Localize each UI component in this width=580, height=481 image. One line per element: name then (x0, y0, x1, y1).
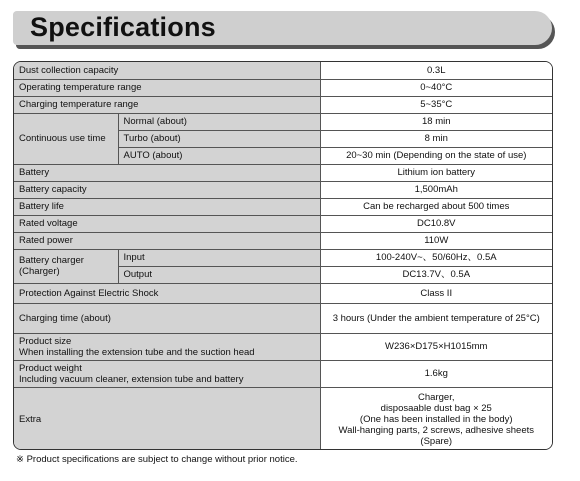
table-row (14, 62, 552, 79)
table-row (14, 303, 552, 333)
row-value (320, 387, 552, 450)
row-label: Battery (14, 164, 320, 181)
specifications-table (13, 61, 553, 450)
row-label: Battery capacity (14, 181, 320, 198)
extra-line: disposaable dust bag × 25 (380, 402, 492, 414)
row-sublabel: Normal (about) (118, 113, 320, 130)
row-value: 110W (320, 232, 552, 249)
extra-line: Wall-hanging parts, 2 screws, adhesive sheets (338, 424, 535, 436)
row-label-main: Product weight (19, 362, 82, 374)
table-row (14, 360, 552, 387)
row-label: Battery life (14, 198, 320, 215)
table-row (14, 283, 552, 303)
row-value: Can be recharged about 500 times (320, 198, 552, 215)
table-row (14, 215, 552, 232)
extra-line: (One has been installed in the body) (359, 413, 513, 425)
section-header (13, 11, 552, 45)
row-value: 1.6kg (320, 360, 552, 387)
table-row (14, 249, 552, 266)
row-group-label: Battery charger (Charger) (14, 249, 118, 283)
row-label (14, 360, 320, 387)
row-group-label: Continuous use time (14, 113, 118, 164)
row-sublabel: Input (118, 249, 320, 266)
table-row (14, 79, 552, 96)
row-value: 18 min (320, 113, 552, 130)
row-label: Charging temperature range (14, 96, 320, 113)
row-value: 1,500mAh (320, 181, 552, 198)
row-value: 3 hours (Under the ambient temperature of 25°C) (320, 303, 552, 333)
row-value: Lithium ion battery (320, 164, 552, 181)
row-sublabel: Turbo (about) (118, 130, 320, 147)
row-value: 8 min (320, 130, 552, 147)
row-label: Operating temperature range (14, 79, 320, 96)
row-value: 0~40°C (320, 79, 552, 96)
table-row (14, 96, 552, 113)
table-row (14, 113, 552, 130)
row-label: Dust collection capacity (14, 62, 320, 79)
row-value: 100-240V~、50/60Hz、0.5A (320, 249, 552, 266)
row-value: 20~30 min (Depending on the state of use) (320, 147, 552, 164)
table-row (14, 181, 552, 198)
row-value: 5~35°C (320, 96, 552, 113)
row-value: W236×D175×H1015mm (320, 333, 552, 360)
table-row (14, 387, 552, 450)
row-value: Class II (320, 283, 552, 303)
extra-line: Charger, (418, 391, 455, 403)
table-row (14, 164, 552, 181)
extra-line: (Spare) (420, 435, 453, 447)
row-label: Rated power (14, 232, 320, 249)
row-label-detail: When installing the extension tube and the suction head (19, 346, 255, 358)
row-label: Rated voltage (14, 215, 320, 232)
row-label (14, 333, 320, 360)
row-label: Extra (14, 387, 320, 450)
row-value: 0.3L (320, 62, 552, 79)
row-value: DC10.8V (320, 215, 552, 232)
row-sublabel: Output (118, 266, 320, 283)
table-row (14, 232, 552, 249)
row-label: Protection Against Electric Shock (14, 283, 320, 303)
table-row (14, 198, 552, 215)
footnote: ※ Product specifications are subject to change without prior notice. (16, 454, 298, 465)
row-sublabel: AUTO (about) (118, 147, 320, 164)
row-label-main: Product size (19, 335, 72, 347)
row-value: DC13.7V、0.5A (320, 266, 552, 283)
page-title: Specifications (30, 12, 216, 42)
row-label-detail: Including vacuum cleaner, extension tube and battery (19, 373, 244, 385)
row-label: Charging time (about) (14, 303, 320, 333)
table-row (14, 333, 552, 360)
